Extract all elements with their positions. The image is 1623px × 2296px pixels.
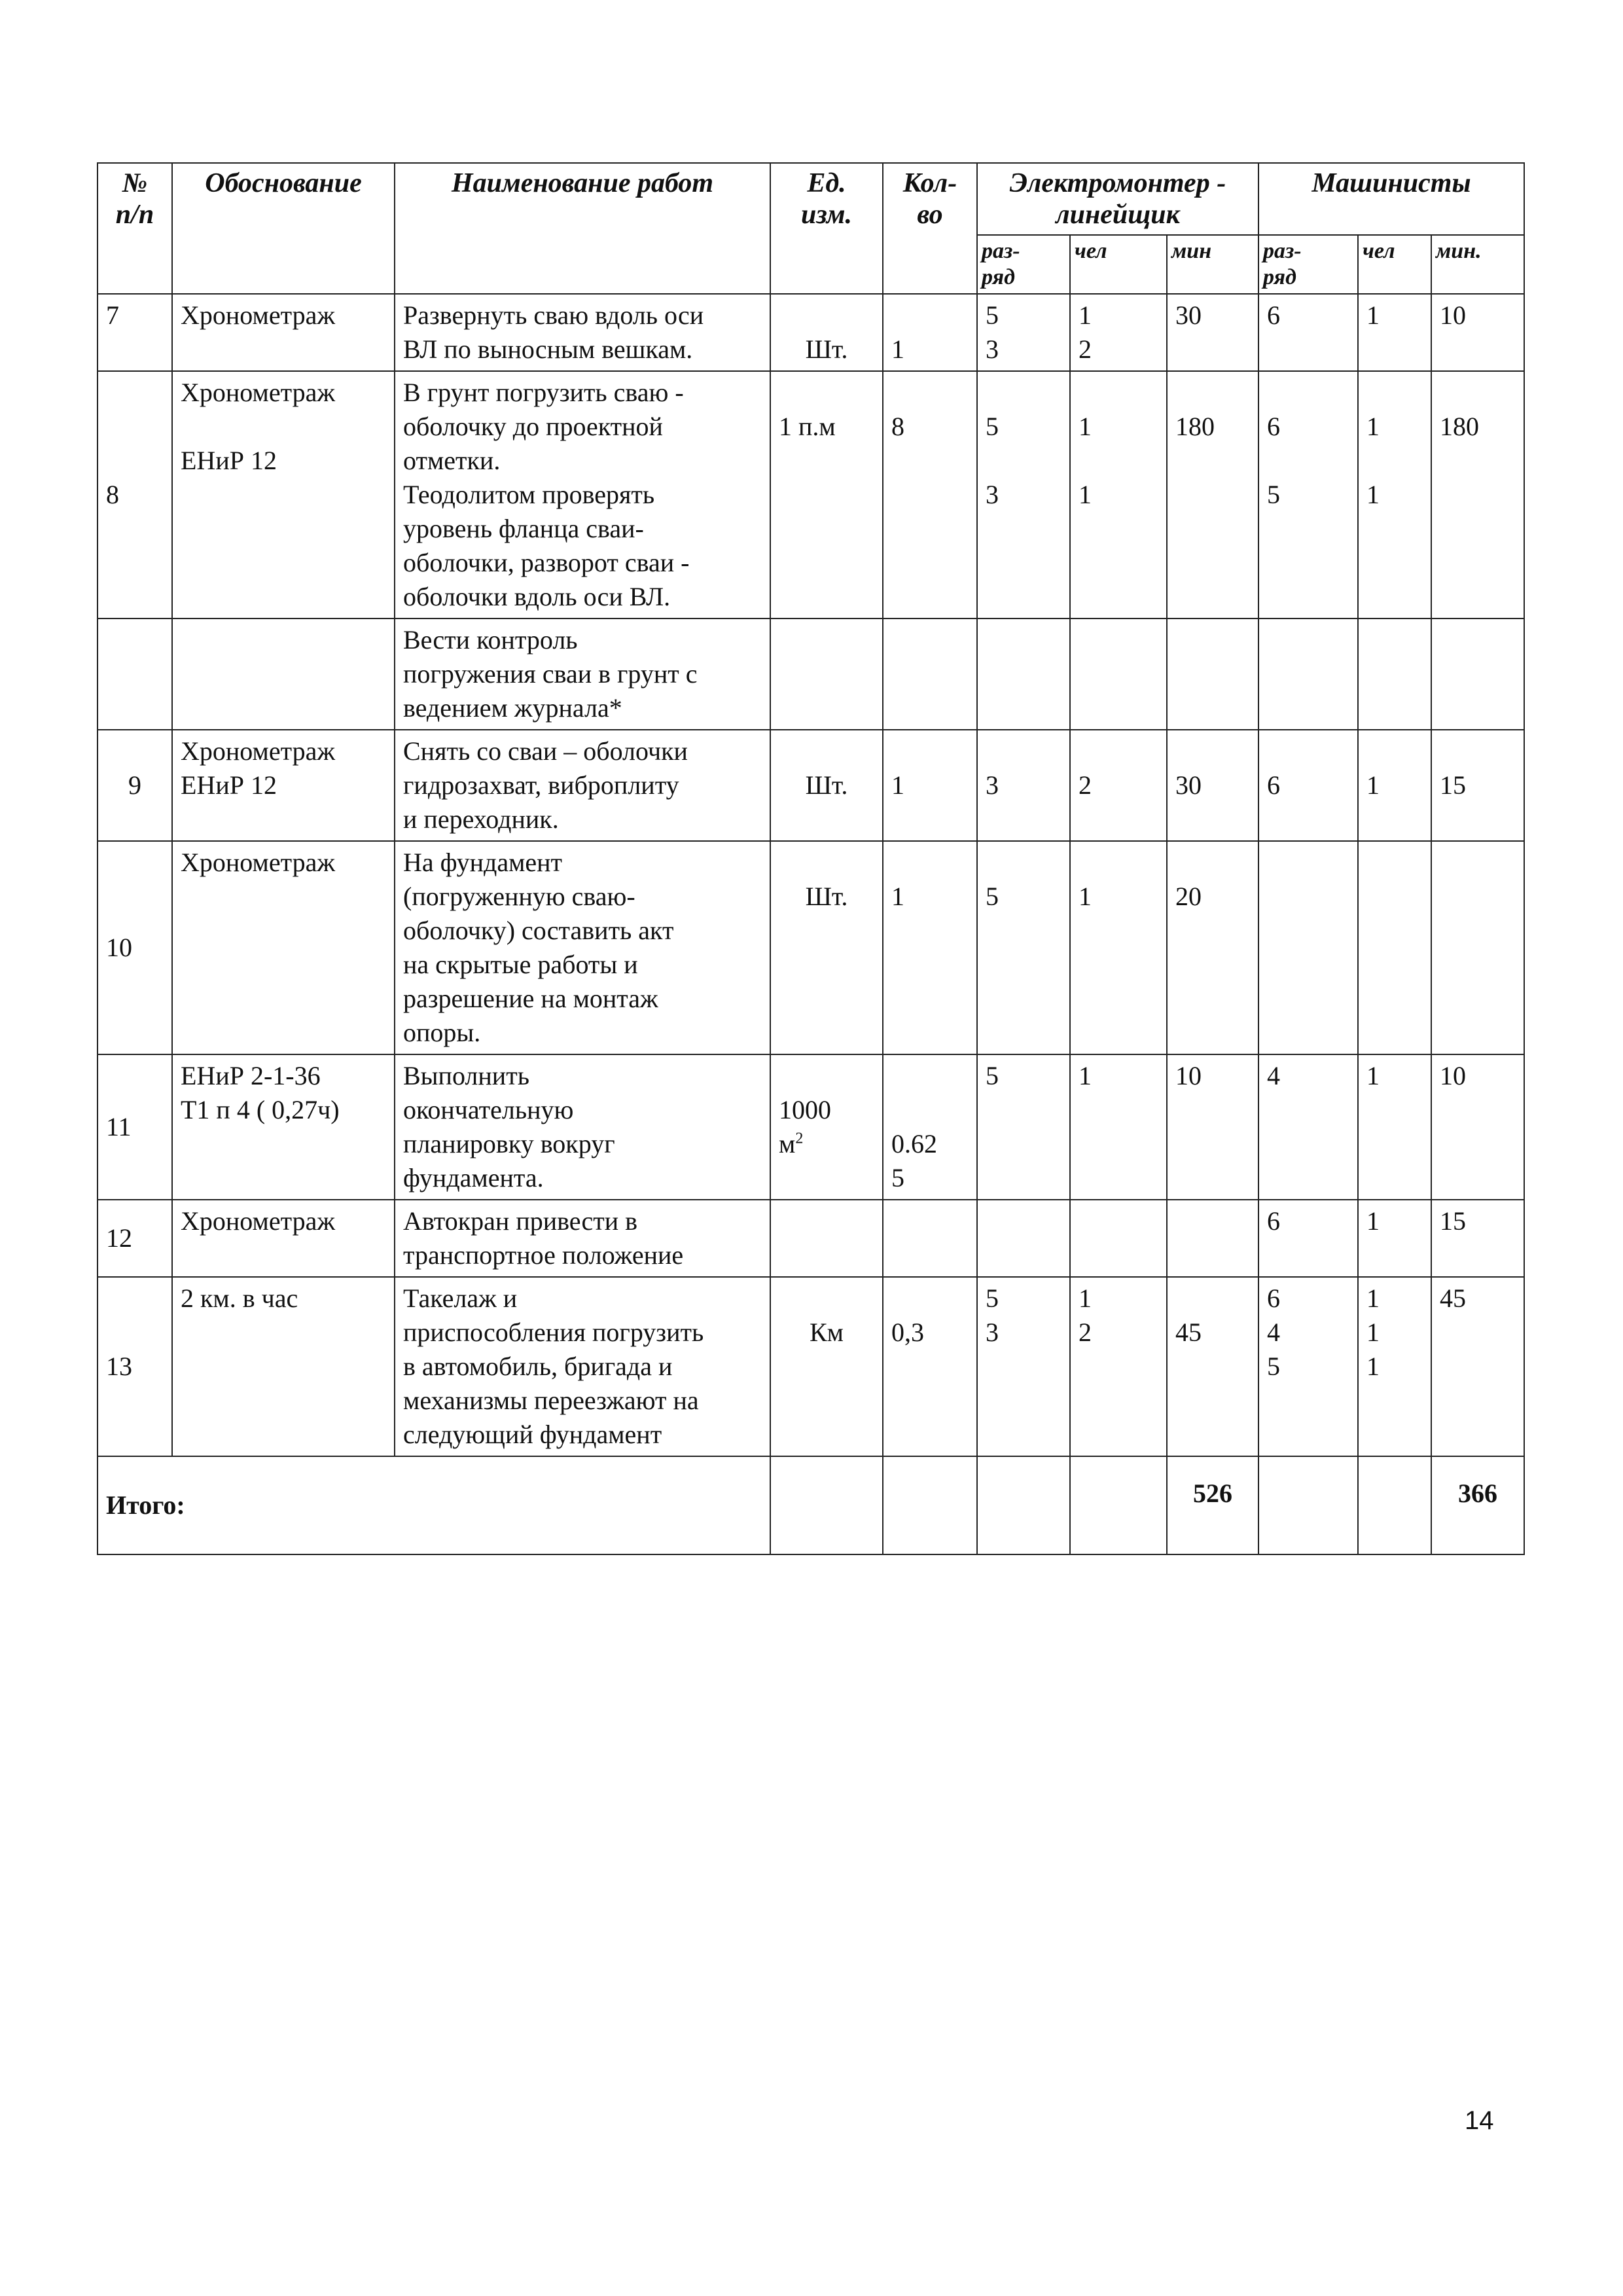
row-unit-base: 1000 м (779, 1095, 831, 1158)
total-empty (1358, 1456, 1431, 1554)
total-empty (1070, 1456, 1167, 1554)
row-m-min: 10 (1431, 294, 1524, 371)
row-m-min: 15 (1431, 1200, 1524, 1277)
row-work-name: Снять со сваи – оболочки гидрозахват, виброплиту и переходник. (395, 730, 770, 841)
total-empty (883, 1456, 977, 1554)
row-m-people: 1 (1358, 730, 1431, 841)
row-e-min: 30 (1167, 730, 1258, 841)
row-qty: 1 (883, 730, 977, 841)
row-m-rank (1258, 841, 1358, 1054)
header-qty: Кол- во (883, 163, 977, 294)
header-num: № п/п (98, 163, 172, 294)
subheader-e-rank: раз- ряд (977, 235, 1070, 294)
row-m-min: 45 (1431, 1277, 1524, 1456)
row-e-people: 1 (1070, 1054, 1167, 1200)
header-machinists: Машинисты (1258, 163, 1524, 235)
subheader-m-people: чел (1358, 235, 1431, 294)
total-m-min: 366 (1431, 1456, 1524, 1554)
row-unit (770, 619, 883, 730)
row-m-rank: 6 4 5 (1258, 1277, 1358, 1456)
row-unit: Шт. (770, 294, 883, 371)
row-unit: Шт. (770, 730, 883, 841)
row-e-people: 1 2 (1070, 1277, 1167, 1456)
row-m-people: 1 1 1 (1358, 1277, 1431, 1456)
row-qty: 1 (883, 294, 977, 371)
row-e-people: 1 (1070, 841, 1167, 1054)
row-num: 9 (98, 730, 172, 841)
row-e-rank (977, 619, 1070, 730)
row-qty: 0.62 5 (883, 1054, 977, 1200)
row-work-name: Выполнить окончательную планировку вокруг фундамента. (395, 1054, 770, 1200)
row-m-min (1431, 619, 1524, 730)
row-e-rank: 5 3 (977, 294, 1070, 371)
row-qty: 0,3 (883, 1277, 977, 1456)
row-num: 10 (98, 841, 172, 1054)
row-qty: 1 (883, 841, 977, 1054)
subheader-e-people: чел (1070, 235, 1167, 294)
header-name: Наименование работ (395, 163, 770, 294)
row-work-name: Развернуть сваю вдоль оси ВЛ по выносным вешкам. (395, 294, 770, 371)
row-m-people: 1 (1358, 1054, 1431, 1200)
total-e-min: 526 (1167, 1456, 1258, 1554)
row-basis: 2 км. в час (172, 1277, 395, 1456)
table-row (98, 371, 1524, 619)
row-m-rank: 6 5 (1258, 371, 1358, 619)
table-row (98, 1200, 1524, 1277)
row-m-min: 10 (1431, 1054, 1524, 1200)
page-number: 14 (1465, 2106, 1494, 2135)
row-work-name: В грунт погрузить сваю - оболочку до проектной отметки. Теодолитом проверять уровень фланца сваи- оболочки, разворот сваи - оболочки вдоль оси ВЛ. (395, 371, 770, 619)
row-e-people: 1 2 (1070, 294, 1167, 371)
header-unit: Ед. изм. (770, 163, 883, 294)
row-num: 13 (98, 1277, 172, 1456)
row-work-name: Такелаж и приспособления погрузить в автомобиль, бригада и механизмы переезжают на следующий фундамент (395, 1277, 770, 1456)
row-num (98, 619, 172, 730)
row-e-rank: 5 3 (977, 371, 1070, 619)
row-work-name: Автокран привести в транспортное положение (395, 1200, 770, 1277)
row-e-min: 45 (1167, 1277, 1258, 1456)
total-empty (770, 1456, 883, 1554)
row-m-rank: 4 (1258, 1054, 1358, 1200)
row-basis: Хронометраж ЕНиР 12 (172, 371, 395, 619)
row-m-min (1431, 841, 1524, 1054)
row-m-people: 1 1 (1358, 371, 1431, 619)
row-unit: 1 п.м (770, 371, 883, 619)
row-m-people: 1 (1358, 294, 1431, 371)
header-electrician: Электромонтер - линейщик (977, 163, 1258, 235)
table-row (98, 1277, 1524, 1456)
row-e-rank: 5 3 (977, 1277, 1070, 1456)
total-row (98, 1456, 1524, 1554)
subheader-m-rank: раз- ряд (1258, 235, 1358, 294)
total-empty (1258, 1456, 1358, 1554)
row-num: 8 (98, 371, 172, 619)
header-basis: Обоснование (172, 163, 395, 294)
row-unit-superscript: 2 (795, 1130, 804, 1147)
row-work-name: Вести контроль погружения сваи в грунт с ведением журнала* (395, 619, 770, 730)
row-basis: ЕНиР 2-1-36 Т1 п 4 ( 0,27ч) (172, 1054, 395, 1200)
table-row (98, 730, 1524, 841)
works-table (97, 162, 1525, 1555)
row-num: 12 (98, 1200, 172, 1277)
row-m-people (1358, 841, 1431, 1054)
row-m-people: 1 (1358, 1200, 1431, 1277)
total-label: Итого: (98, 1456, 770, 1554)
row-basis: Хронометраж (172, 841, 395, 1054)
row-m-min: 15 (1431, 730, 1524, 841)
row-e-people (1070, 619, 1167, 730)
row-m-people (1358, 619, 1431, 730)
total-empty (977, 1456, 1070, 1554)
row-e-rank: 5 (977, 1054, 1070, 1200)
row-e-people: 2 (1070, 730, 1167, 841)
row-unit: Шт. (770, 841, 883, 1054)
header-row (98, 163, 1524, 235)
row-unit (770, 1200, 883, 1277)
subheader-e-min: мин (1167, 235, 1258, 294)
row-e-min: 20 (1167, 841, 1258, 1054)
row-basis: Хронометраж ЕНиР 12 (172, 730, 395, 841)
row-num: 7 (98, 294, 172, 371)
row-e-rank: 5 (977, 841, 1070, 1054)
table-row (98, 1054, 1524, 1200)
row-qty (883, 1200, 977, 1277)
row-work-name: На фундамент (погруженную сваю- оболочку) составить акт на скрытые работы и разрешение на монтаж опоры. (395, 841, 770, 1054)
row-e-people (1070, 1200, 1167, 1277)
row-m-rank: 6 (1258, 730, 1358, 841)
row-qty (883, 619, 977, 730)
row-e-min (1167, 1200, 1258, 1277)
row-e-min (1167, 619, 1258, 730)
row-basis: Хронометраж (172, 1200, 395, 1277)
row-unit (770, 1054, 883, 1200)
row-e-rank: 3 (977, 730, 1070, 841)
row-e-min: 180 (1167, 371, 1258, 619)
table-row (98, 619, 1524, 730)
row-e-min: 30 (1167, 294, 1258, 371)
row-m-rank: 6 (1258, 294, 1358, 371)
row-e-rank (977, 1200, 1070, 1277)
row-basis: Хронометраж (172, 294, 395, 371)
row-m-rank: 6 (1258, 1200, 1358, 1277)
row-qty: 8 (883, 371, 977, 619)
row-num: 11 (98, 1054, 172, 1200)
row-basis (172, 619, 395, 730)
table-row (98, 841, 1524, 1054)
row-e-min: 10 (1167, 1054, 1258, 1200)
row-unit: Км (770, 1277, 883, 1456)
subheader-m-min: мин. (1431, 235, 1524, 294)
table-row (98, 294, 1524, 371)
row-e-people: 1 1 (1070, 371, 1167, 619)
row-m-min: 180 (1431, 371, 1524, 619)
row-m-rank (1258, 619, 1358, 730)
